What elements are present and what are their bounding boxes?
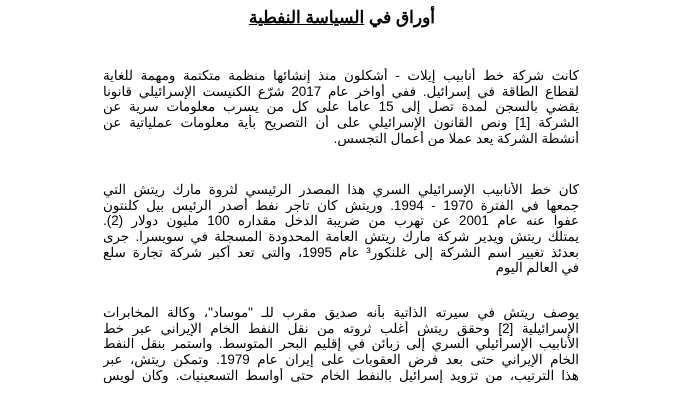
text-line: في العالم اليوم xyxy=(495,260,579,276)
paragraph-2 xyxy=(103,182,579,276)
text-line: بعدئذ تغيير اسم الشركة إلى غلنكور³ عام 1995، والتي تعد أكبر شركة تجارة سلع xyxy=(103,244,579,260)
title-part-2-underlined: السياسة النفطية xyxy=(248,8,365,27)
text-line: يقضي بالسجن لمدة تصل إلى 15 عاما على كل من يسرب معلومات سرية عن xyxy=(103,99,579,115)
text-line: هذا الترتيب، من تزويد إسرائيل بالنفط الخام حتى أواسط التسعينيات. وكان لويس xyxy=(103,367,579,383)
text-line: عفوا عنه عام 2001 عن تهرب من ضريبة الدخل مقداره 100 مليون دولار (2). xyxy=(103,213,579,229)
text-line: يمتلك ريتش ويدير شركة مارك ريتش العامة المحدودة المسجلة في سويسرا. جرى xyxy=(103,229,579,245)
paragraph-3 xyxy=(103,305,579,383)
text-line: الشركة [1] ونص القانون الإسرائيلي على أن التصريح بأية معلومات عملياتية عن xyxy=(103,115,579,131)
text-line: كان خط الأنابيب الإسرائيلي السري هذا المصدر الرئيسي لثروة مارك ريتش التي xyxy=(103,182,579,197)
text-line: أنشطة الشركة يعد عملا من أعمال التجسس. xyxy=(333,130,579,146)
paragraph-1 xyxy=(103,68,579,146)
text-line: كانت شركة خط أنابيب إيلات - أشكلون منذ إنشائها منظمة متكتمة ومهمة للغاية xyxy=(103,68,579,83)
text-line: يوصف ريتش في سيرته الذاتية بأنه صديق مقرب للـ "موساد"، وكالة المخابرات xyxy=(103,305,579,320)
text-line: جمعها في الفترة 1970 - 1994. وريتش كان تاجر نفط أصدر الرئيس بيل كلنتون xyxy=(103,197,579,213)
text-line: الأنابيب الإسرائيلي السري إلى زبائن في إقليم البحر المتوسط. واستمر بنقل النفط xyxy=(103,336,579,352)
title-part-1: أوراق في xyxy=(364,8,436,27)
text-line: لقطاع الطاقة في إسرائيل. ففي أواخر عام 2017 شرّع الكنيست الإسرائيلي قانونا xyxy=(103,83,579,99)
text-line: الإسرائيلية [2] وحقق ريتش أغلب ثروته من نقل النفط الخام الإيراني عبر خط xyxy=(103,320,579,336)
page-title xyxy=(0,8,684,28)
text-line: الخام الإيراني حتى بعد فرض العقوبات على إيران عام 1979. وتمكن ريتش، عبر xyxy=(103,352,579,368)
